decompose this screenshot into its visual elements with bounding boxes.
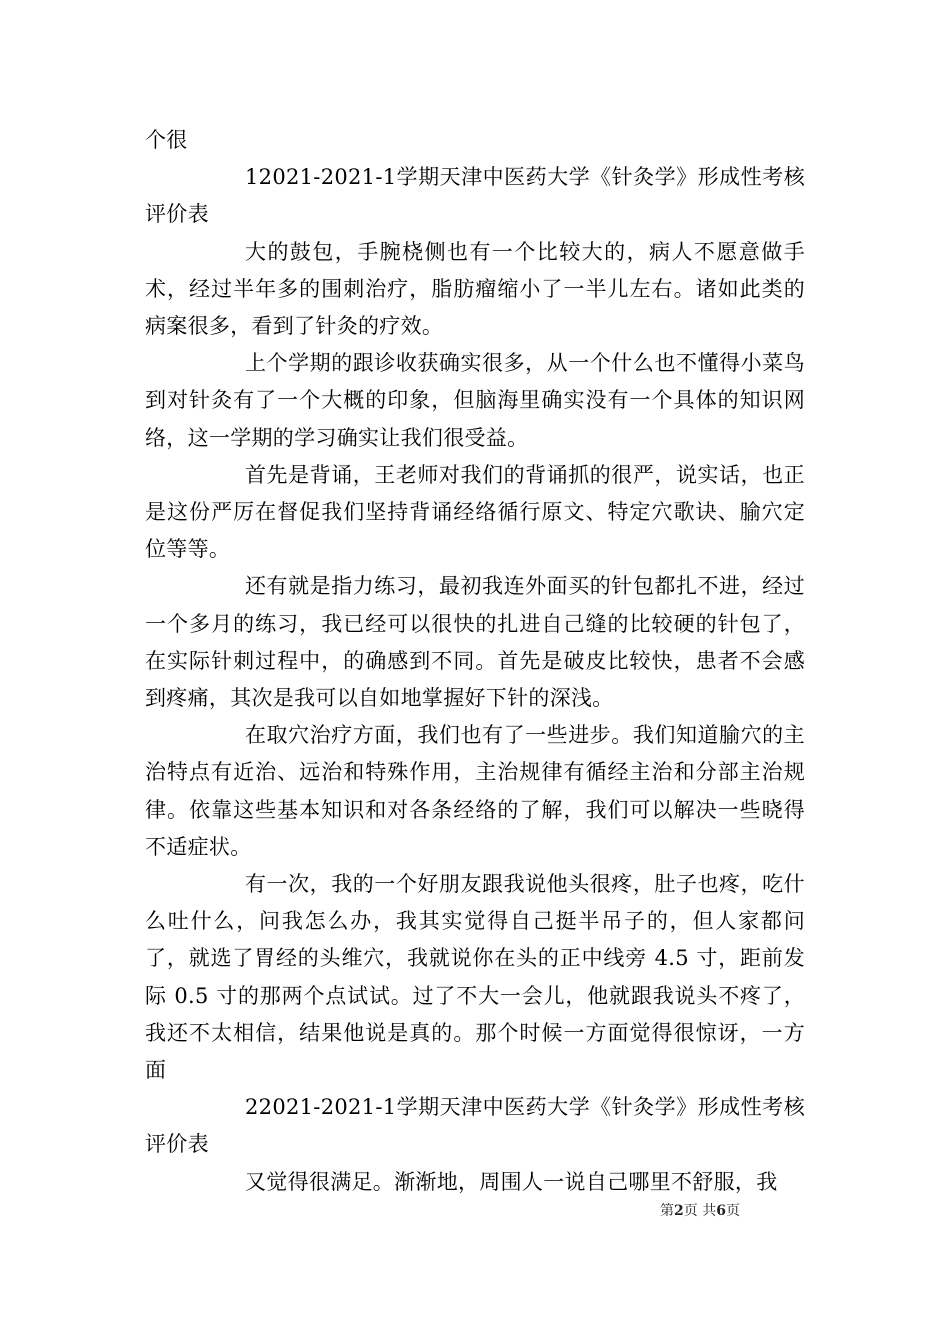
footer-middle: 页 共	[683, 1203, 717, 1219]
paragraph: 还有就是指力练习，最初我连外面买的针包都扎不进，经过一个多月的练习，我已经可以很快的扎进自己缝的比较硬的针包了，在实际针刺过程中，的确感到不同。首先是破皮比较快，患者不会感到疼痛，其次是我可以自如地掌握好下针的深浅。	[145, 574, 805, 711]
total-page-number: 6	[716, 1203, 726, 1219]
page-number-footer	[660, 1200, 810, 1220]
document-body	[145, 122, 805, 1201]
paragraph: 上个学期的跟诊收获确实很多，从一个什么也不懂得小菜鸟到对针灸有了一个大概的印象，但脑海里确实没有一个具体的知识网络，这一学期的学习确实让我们很受益。	[145, 351, 805, 450]
paragraph: 大的鼓包，手腕桡侧也有一个比较大的，病人不愿意做手术，经过半年多的围刺治疗，脂肪瘤缩小了一半儿左右。诸如此类的病案很多，看到了针灸的疗效。	[145, 239, 805, 339]
footer-prefix: 第	[660, 1203, 674, 1219]
paragraph: 个很	[145, 128, 188, 152]
paragraph: 在取穴治疗方面，我们也有了一些进步。我们知道腧穴的主治特点有近治、远治和特殊作用，主治规律有循经主治和分部主治规律。依靠这些基本知识和对各条经络的了解，我们可以解决一些晓得不适症状。	[145, 723, 805, 859]
paragraph: 有一次，我的一个好朋友跟我说他头很疼，肚子也疼，吃什么吐什么，问我怎么办，我其实觉得自己挺半吊子的，但人家都问了，就选了胃经的头维穴，我就说你在头的正中线旁 4.5 寸，距前发际 0.5 寸的那两个点试试。过了不大一会儿，他就跟我说头不疼了，我还不太相信，结果他说是真的。那个时候一方面觉得很惊讶，一方面	[145, 872, 805, 1083]
paragraph: 首先是背诵，王老师对我们的背诵抓的很严，说实话，也正是这份严厉在督促我们坚持背诵经络循行原文、特定穴歌诀、腧穴定位等等。	[145, 462, 805, 562]
paragraph: 又觉得很满足。渐渐地，周围人一说自己哪里不舒服，我	[245, 1169, 778, 1194]
section-heading: 22021-2021-1学期天津中医药大学《针灸学》形成性考核评价表	[145, 1095, 805, 1157]
footer-suffix: 页	[725, 1203, 740, 1219]
current-page-number: 2	[674, 1203, 684, 1219]
section-heading: 12021-2021-1学期天津中医药大学《针灸学》形成性考核评价表	[145, 165, 805, 227]
